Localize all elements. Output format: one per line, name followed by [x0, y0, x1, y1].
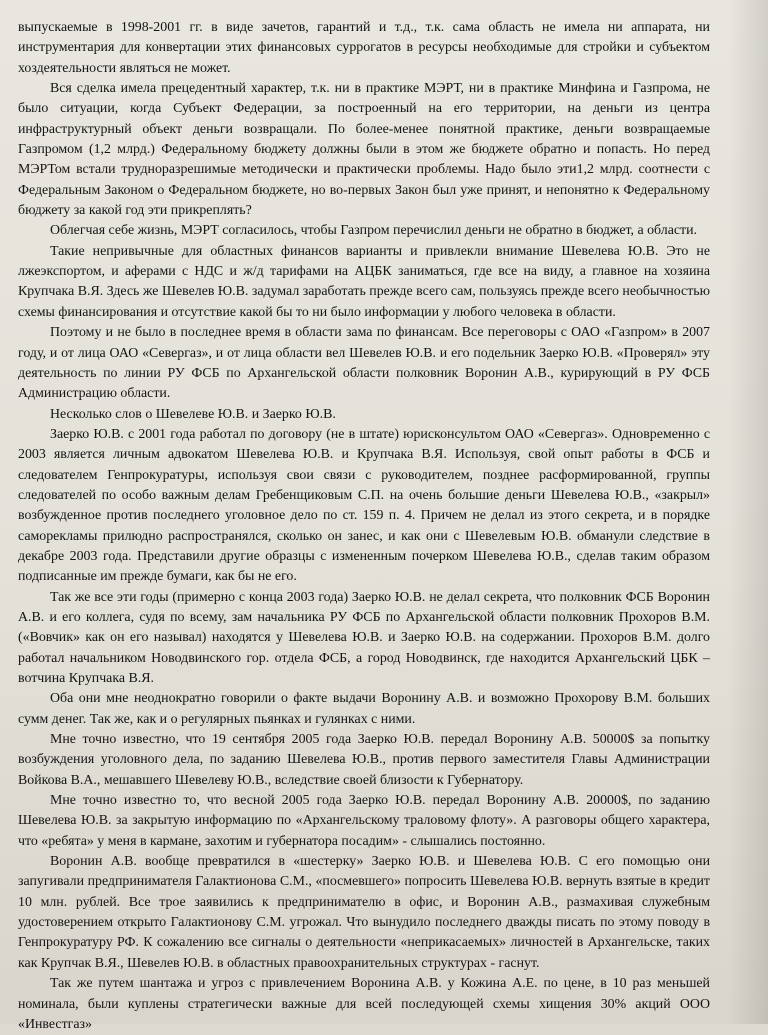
paragraph-5: Поэтому и не было в последнее время в области зама по финансам. Все переговоры с ОАО «Газпром» в 2007 году, и от лица ОАО «Севергаз», и от лица области вел Шевелев Ю.В. и его подельник Заерко Ю.В. «Проверял» эту деятельность по линии РУ ФСБ по Архангельской области полковник Воронин А.В., курирующий в РУ ФСБ Администрацию области. [18, 325, 710, 402]
paragraph-10: Мне точно известно, что 19 сентября 2005 года Заерко Ю.В. передал Воронину А.В. 50000$ за попытку возбуждения уголовного дела, по заданию Шевелева Ю.В., против первого заместителя Главы Администрации Войкова В.А., мешавшего Шевелеву Ю.В., вследствие своей близости к Губернатору. [18, 732, 710, 788]
document-body [18, 18, 710, 1035]
paragraph-8: Так же все эти годы (примерно с конца 2003 года) Заерко Ю.В. не делал секрета, что полковник ФСБ Воронин А.В. и его коллега, судя по всему, зам начальника РУ ФСБ по Архангельской области полковник Прохоров В.М. («Вовчик» как он его называл) находятся у Шевелева Ю.В. и Заерко Ю.В. на содержании. Прохоров В.М. долго работал начальником Новодвинского гор. отдела ФСБ, а город Новодвинск, где находится Архангельский ЦБК – вотчина Крупчака В.Я. [18, 589, 710, 686]
paragraph-6: Несколько слов о Шевелеве Ю.В. и Заерко Ю.В. [50, 406, 336, 422]
paragraph-7: Заерко Ю.В. с 2001 года работал по договору (не в штате) юрисконсультом ОАО «Севергаз». Одновременно с 2003 является личным адвокатом Шевелева Ю.В. и Крупчака В.Я. Используя, свой опыт работы в ФСБ и следователем Генпрокуратуры, используя свои связи с руководителем, позднее расформированной, группы следователей по особо важным делам Гребенщиковым С.П. на очень большие деньги Шевелева Ю.В., «закрыл» возбужденное против последнего уголовное дело по ст. 159 п. 4. Причем не делал из этого секрета, и в порядке саморекламы прилюдно распространялся, сколько он занес, и как они с Шевелевым Ю.В. обманули следствие в декабре 2003 года. Представили другие образцы с измененным почерком Шевелева Ю.В., сделав таким образом подписанные им прежде бумаги, как бы не его. [18, 426, 710, 585]
paragraph-12: Воронин А.В. вообще превратился в «шестерку» Заерко Ю.В. и Шевелева Ю.В. С его помощью они запугивали предпринимателя Галактионова С.М., «посмевшего» попросить Шевелева Ю.В. вернуть взятые в кредит 10 млн. рублей. Все трое заявились к предпринимателю в офис, и Воронин А.В., размахивая служебным удостоверением открыто Галактионову С.М. угрожал. Что вынудило последнего дважды писать по этому поводу в Генпрокуратуру РФ. К сожалению все сигналы о деятельности «неприкасаемых» личностей в Архангельске, таких как Крупчак В.Я., Шевелев Ю.В. в областных правоохранительных структурах - гаснут. [18, 854, 710, 971]
paragraph-3: Облегчая себе жизнь, МЭРТ согласилось, чтобы Газпром перечислил деньги не обратно в бюджет, а области. [50, 223, 698, 239]
page-edge-shadow [728, 0, 768, 1024]
paragraph-2: Вся сделка имела прецедентный характер, т.к. ни в практике МЭРТ, ни в практике Минфина и Газпрома, не было ситуации, когда Субъект Федерации, за построенный на его территории, на деньги из центра инфраструктурный объект деньги возвращали. По более-менее понятной практике, деньги возвращаемые Газпромом (1,2 млрд.) Федеральному бюджету должны были в этом же бюджете обратно и попасть. Но перед МЭРТом встали трудноразрешимые методически и практически проблемы. Надо было эти1,2 млрд. соотнести с Федеральным Законом о Федеральном бюджете, но во-первых Закон был уже принят, и непонятно к Федеральному бюджету за какой год эти прикреплять? [18, 81, 710, 219]
paragraph-4: Такие непривычные для областных финансов варианты и привлекли внимание Шевелева Ю.В. Это не лжеэкспортом, и аферами с НДС и ж/д тарифами на АЦБК заниматься, где все на виду, а главное на хозяина Крупчака В.Я. Здесь же Шевелев Ю.В. задумал заработать прежде всего сам, пользуясь прежде всего необычностью схемы финансирования и отсутствие какой бы то ни было информации у любого человека в области. [18, 243, 710, 320]
paragraph-11: Мне точно известно то, что весной 2005 года Заерко Ю.В. передал Воронину А.В. 20000$, по заданию Шевелева Ю.В. за закрытую информацию по «Архангельскому траловому флоту». А разговоры общего характера, что «ребята» у меня в кармане, захотим и губернатора посадим» - слышались постоянно. [18, 793, 710, 849]
paragraph-1: выпускаемые в 1998-2001 гг. в виде зачетов, гарантий и т.д., т.к. сама область не имела ни аппарата, ни инструментария для конвертации этих финансовых суррогатов в ресурсы необходимые для стройки и субъектом хоздеятельности являться не может. [18, 20, 710, 76]
paragraph-13: Так же путем шантажа и угроз с привлечением Воронина А.В. у Кожина А.Е. по цене, в 10 раз меньшей номинала, были куплены стратегически важные для всей последующей схемы хищения 30% акций ООО «Инвестгаз» [18, 976, 710, 1032]
paragraph-9: Оба они мне неоднократно говорили о факте выдачи Воронину А.В. и возможно Прохорову В.М. больших сумм денег. Так же, как и о регулярных пьянках и гулянках с ними. [18, 691, 710, 727]
